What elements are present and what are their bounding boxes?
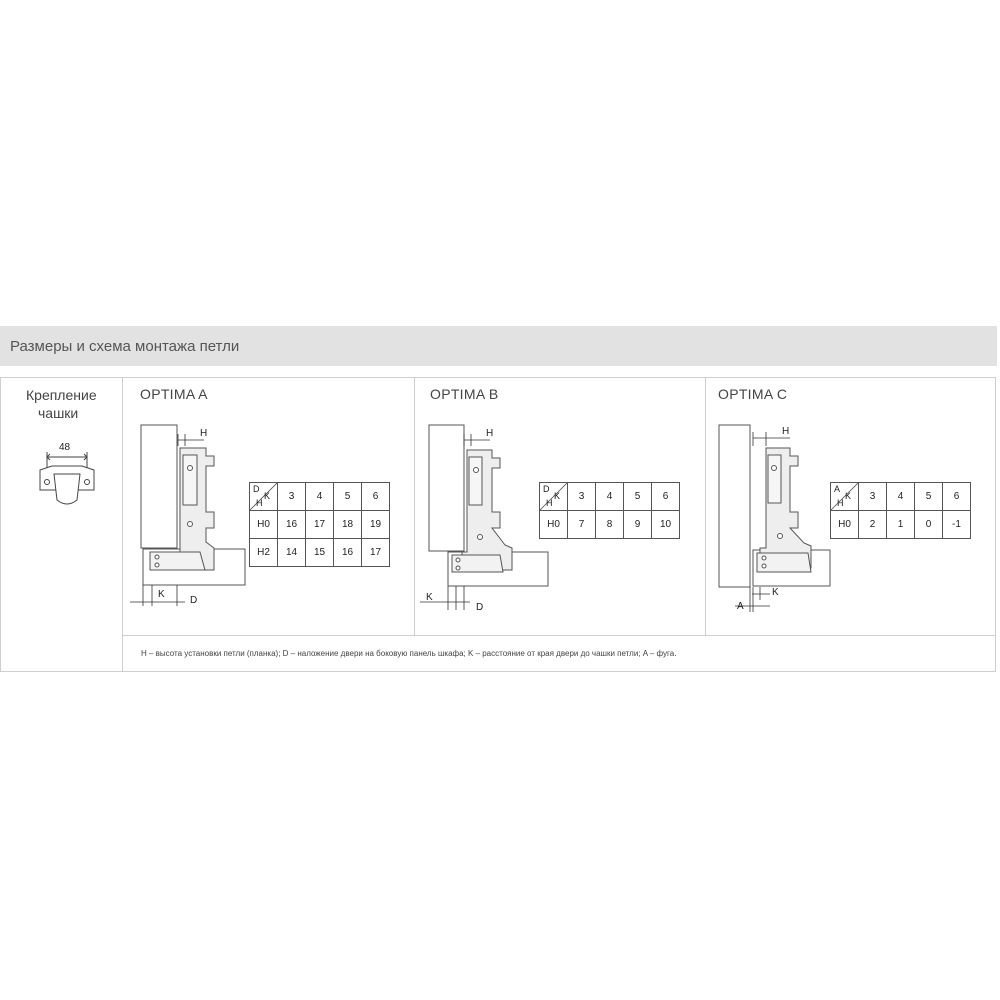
table-corner-cell <box>831 483 859 511</box>
table-cell: 1 <box>887 511 915 539</box>
panel-c-dim-k: K <box>772 587 779 598</box>
column-header: 6 <box>943 483 971 511</box>
cup-dimension: 48 <box>59 442 71 453</box>
table-cell: 17 <box>306 511 334 539</box>
column-header: 4 <box>887 483 915 511</box>
table-cell: 16 <box>278 511 306 539</box>
footnote: H – высота установки петли (планка); D – наложение двери на боковую панель шкафа; K – расстояние от края двери до чашки петли; A – фуга. <box>141 649 677 658</box>
panel-a-dim-h: H <box>200 428 208 439</box>
table-cell: 18 <box>334 511 362 539</box>
table-row <box>831 511 971 539</box>
column-header: 5 <box>624 483 652 511</box>
table-cell: 2 <box>859 511 887 539</box>
table-cell: 7 <box>568 511 596 539</box>
panel-c-table <box>830 482 971 539</box>
column-header: 6 <box>652 483 680 511</box>
table-cell: 15 <box>306 539 334 567</box>
table-cell: 17 <box>362 539 390 567</box>
panel-c-dim-a: A <box>737 601 744 612</box>
column-header: 4 <box>306 483 334 511</box>
table-cell: 16 <box>334 539 362 567</box>
panel-b-title: OPTIMA B <box>430 386 499 402</box>
column-header: 6 <box>362 483 390 511</box>
corner-label-top: D <box>253 484 260 494</box>
panel-c-title: OPTIMA C <box>718 386 788 402</box>
table-cell: 0 <box>915 511 943 539</box>
cup-label-line1: Крепление <box>26 387 97 403</box>
panel-b-dim-h: H <box>486 428 494 439</box>
column-header: 4 <box>596 483 624 511</box>
row-label: H2 <box>250 539 278 567</box>
panel-a-dim-d: D <box>190 595 198 606</box>
panel-a-dim-k: K <box>158 589 165 600</box>
table-cell: 9 <box>624 511 652 539</box>
column-header: 5 <box>334 483 362 511</box>
corner-label-mid: K <box>554 491 561 501</box>
cup-label-line2: чашки <box>38 405 79 421</box>
corner-label-bottom: H <box>837 498 844 508</box>
panel-b-dim-k: K <box>426 592 433 603</box>
column-header: 3 <box>859 483 887 511</box>
corner-label-mid: K <box>264 491 271 501</box>
corner-label-top: A <box>834 484 841 494</box>
panel-b-dim-d: D <box>476 602 484 613</box>
corner-label-bottom: H <box>256 498 263 508</box>
table-cell: 14 <box>278 539 306 567</box>
panel-a-title: OPTIMA A <box>140 386 208 402</box>
table-cell: 10 <box>652 511 680 539</box>
row-label: H0 <box>540 511 568 539</box>
table-cell: -1 <box>943 511 971 539</box>
row-label: H0 <box>250 511 278 539</box>
table-cell: 19 <box>362 511 390 539</box>
corner-label-top: D <box>543 484 550 494</box>
column-header: 5 <box>915 483 943 511</box>
corner-label-bottom: H <box>546 498 553 508</box>
corner-label-mid: K <box>845 491 852 501</box>
table-cell: 8 <box>596 511 624 539</box>
panel-c-dim-h: H <box>782 426 790 437</box>
table-header-row <box>831 483 971 511</box>
row-label: H0 <box>831 511 859 539</box>
column-header: 3 <box>278 483 306 511</box>
column-header: 3 <box>568 483 596 511</box>
section-title: Размеры и схема монтажа петли <box>10 338 240 355</box>
